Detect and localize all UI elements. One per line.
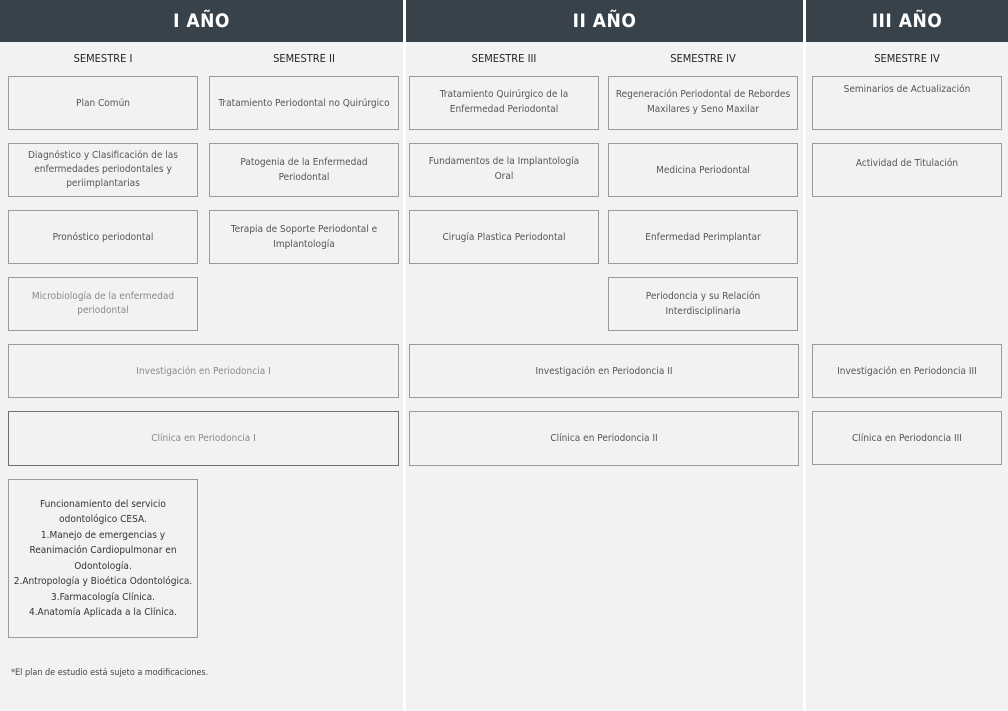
course-plan-comun[interactable]: Plan Común: [8, 76, 198, 130]
service-item-1: 1.Manejo de emergencias y Reanimación Cardiopulmonar en Odontología.: [29, 529, 177, 572]
course-investigacion-2[interactable]: Investigación en Periodoncia II: [409, 344, 799, 398]
semester-4-label: SEMESTRE IV: [670, 52, 736, 65]
semester-3-label: SEMESTRE III: [471, 52, 537, 65]
course-actividad-titulacion[interactable]: Actividad de Titulación: [812, 143, 1002, 197]
course-cirugia-plastica[interactable]: Cirugía Plastica Periodontal: [409, 210, 599, 264]
course-diagnostico[interactable]: Diagnóstico y Clasificación de las enfermedades periodontales y periimplantarias: [8, 143, 198, 197]
semester-4b-label: SEMESTRE IV: [874, 52, 940, 65]
service-title: Funcionamiento del servicio odontológico CESA.: [40, 498, 166, 525]
course-seminarios[interactable]: Seminarios de Actualización: [812, 76, 1002, 130]
course-tratamiento-no-quirurgico[interactable]: Tratamiento Periodontal no Quirúrgico: [209, 76, 399, 130]
course-patogenia[interactable]: Patogenia de la Enfermedad Periodontal: [209, 143, 399, 197]
course-tratamiento-quirurgico[interactable]: Tratamiento Quirúrgico de la Enfermedad Periodontal: [409, 76, 599, 130]
year-3-header: III AÑO: [806, 0, 1008, 42]
course-enfermedad-perimplantar[interactable]: Enfermedad Perimplantar: [608, 210, 798, 264]
course-microbiologia[interactable]: Microbiología de la enfermedad periodontal: [8, 277, 198, 331]
course-clinica-1[interactable]: Clínica en Periodoncia I: [8, 411, 399, 466]
course-investigacion-3[interactable]: Investigación en Periodoncia III: [812, 344, 1002, 398]
course-medicina-periodontal[interactable]: Medicina Periodontal: [608, 143, 798, 197]
service-item-4: 4.Anatomía Aplicada a la Clínica.: [28, 607, 178, 618]
service-item-3: 3.Farmacología Clínica.: [51, 591, 155, 603]
year-2-header: II AÑO: [406, 0, 803, 42]
course-regeneracion-periodontal[interactable]: Regeneración Periodontal de Rebordes Maxilares y Seno Maxilar: [608, 76, 798, 130]
semester-2-label: SEMESTRE II: [273, 52, 335, 65]
semester-1-label: SEMESTRE I: [73, 52, 133, 65]
course-fundamentos-implantologia[interactable]: Fundamentos de la Implantología Oral: [409, 143, 599, 197]
footnote: *El plan de estudio está sujeto a modificaciones.: [11, 668, 209, 678]
course-clinica-3[interactable]: Clínica en Periodoncia III: [812, 411, 1002, 465]
course-clinica-2[interactable]: Clínica en Periodoncia II: [409, 411, 799, 466]
year-1-header: I AÑO: [0, 0, 403, 42]
course-terapia-soporte[interactable]: Terapia de Soporte Periodontal e Implantología: [209, 210, 399, 264]
course-investigacion-1[interactable]: Investigación en Periodoncia I: [8, 344, 399, 398]
service-item-2: 2.Antropología y Bioética Odontológica.: [13, 576, 193, 587]
course-pronostico[interactable]: Pronóstico periodontal: [8, 210, 198, 264]
course-periodoncia-interdisciplinaria[interactable]: Periodoncia y su Relación Interdisciplinaria: [608, 277, 798, 331]
course-servicio-cesa[interactable]: [8, 479, 198, 638]
